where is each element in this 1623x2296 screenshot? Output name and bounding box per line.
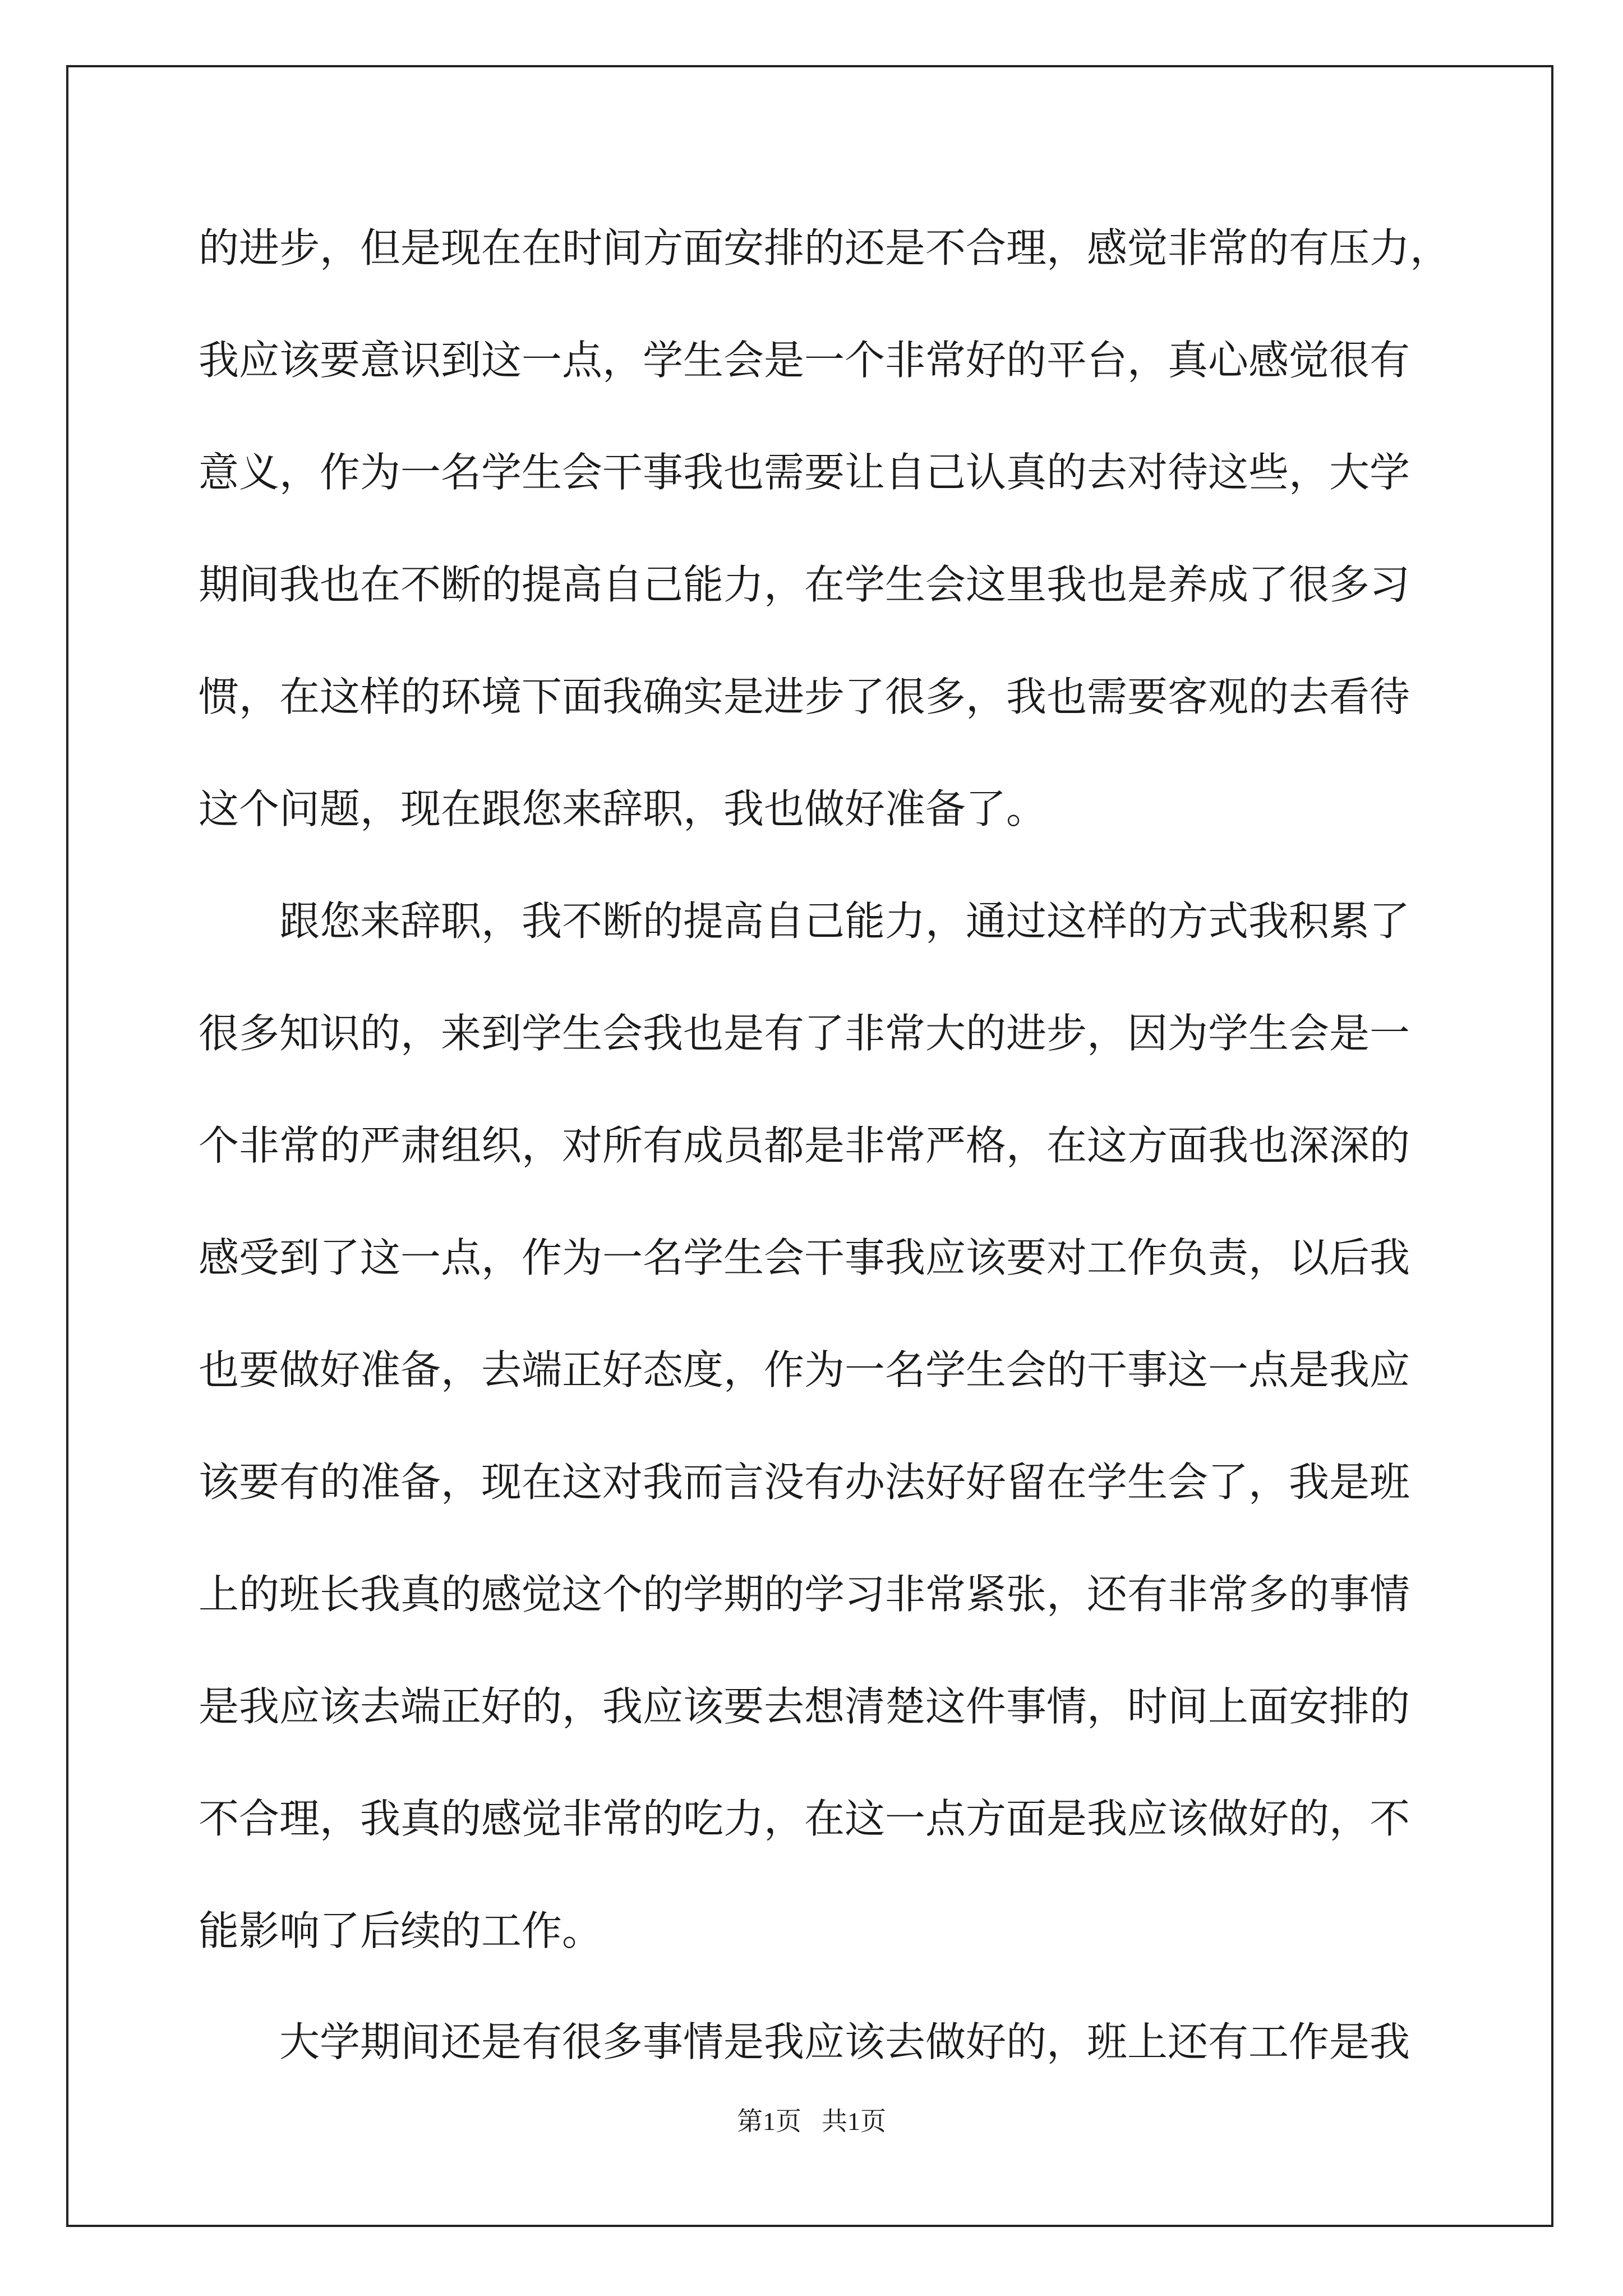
paragraph-2-line-2: 很多知识的，来到学生会我也是有了非常大的进步，因为学生会是一	[199, 1010, 1410, 1057]
paragraph-2-line-5: 也要做好准备，去端正好态度，作为一名学生会的干事这一点是我应	[199, 1346, 1410, 1393]
paragraph-2-line-10: 能影响了后续的工作。	[199, 1907, 603, 1954]
paragraph-2-line-8: 是我应该去端正好的，我应该要去想清楚这件事情，时间上面安排的	[199, 1683, 1410, 1730]
paragraph-1-line-1: 的进步，但是现在在时间方面安排的还是不合理，感觉非常的有压力，	[199, 224, 1451, 272]
page-footer	[0, 2105, 1623, 2138]
paragraph-1-line-6: 这个问题，现在跟您来辞职，我也做好准备了。	[199, 785, 1047, 832]
page-number-current: 第1页	[737, 2107, 801, 2136]
paragraph-3-line-1: 大学期间还是有很多事情是我应该去做好的，班上还有工作是我	[279, 2018, 1410, 2065]
paragraph-1-line-3: 意义，作为一名学生会干事我也需要让自己认真的去对待这些，大学	[199, 449, 1410, 496]
paragraph-1-line-2: 我应该要意识到这一点，学生会是一个非常好的平台，真心感觉很有	[199, 337, 1410, 384]
paragraph-2-line-4: 感受到了这一点，作为一名学生会干事我应该要对工作负责，以后我	[199, 1234, 1410, 1281]
paragraph-1-line-5: 惯，在这样的环境下面我确实是进步了很多，我也需要客观的去看待	[199, 673, 1410, 720]
page-number-total: 共1页	[822, 2107, 886, 2136]
paragraph-2-line-1: 跟您来辞职，我不断的提高自己能力，通过这样的方式我积累了	[279, 898, 1410, 945]
paragraph-1-line-4: 期间我也在不断的提高自己能力，在学生会这里我也是养成了很多习	[199, 561, 1410, 608]
paragraph-2-line-7: 上的班长我真的感觉这个的学期的学习非常紧张，还有非常多的事情	[199, 1571, 1410, 1618]
paragraph-2-line-9: 不合理，我真的感觉非常的吃力，在这一点方面是我应该做好的，不	[199, 1795, 1410, 1842]
paragraph-2-line-3: 个非常的严肃组织，对所有成员都是非常严格，在这方面我也深深的	[199, 1122, 1410, 1169]
paragraph-2-line-6: 该要有的准备，现在这对我而言没有办法好好留在学生会了，我是班	[199, 1458, 1410, 1506]
